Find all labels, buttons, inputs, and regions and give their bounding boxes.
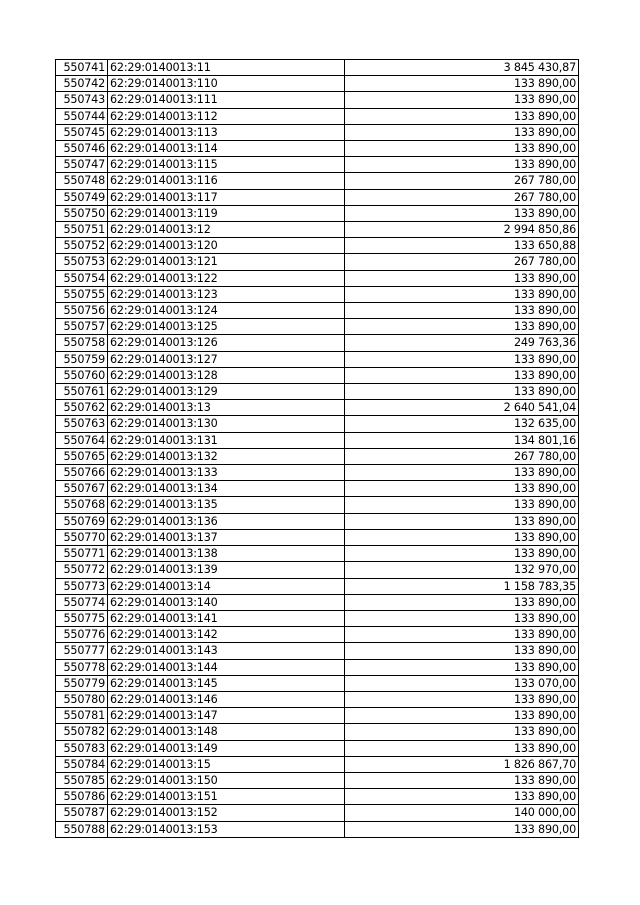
- cadastral-value-cell: 133 890,00: [345, 546, 579, 562]
- row-number-cell: 550784: [56, 756, 108, 772]
- cadastral-value-cell: 133 890,00: [345, 351, 579, 367]
- row-number-cell: 550787: [56, 805, 108, 821]
- row-number-cell: 550749: [56, 189, 108, 205]
- row-number-cell: 550777: [56, 643, 108, 659]
- cadastral-number-cell: 62:29:0140013:149: [108, 740, 345, 756]
- cadastral-value-cell: 133 890,00: [345, 124, 579, 140]
- cadastral-number-cell: 62:29:0140013:131: [108, 432, 345, 448]
- cadastral-value-cell: 133 890,00: [345, 319, 579, 335]
- cadastral-number-cell: 62:29:0140013:133: [108, 465, 345, 481]
- table-row: [56, 529, 579, 545]
- row-number-cell: 550750: [56, 205, 108, 221]
- row-number-cell: 550773: [56, 578, 108, 594]
- cadastral-number-cell: 62:29:0140013:15: [108, 756, 345, 772]
- cadastral-number-cell: 62:29:0140013:150: [108, 772, 345, 788]
- cadastral-number-cell: 62:29:0140013:122: [108, 270, 345, 286]
- row-number-cell: 550742: [56, 76, 108, 92]
- row-number-cell: 550747: [56, 157, 108, 173]
- table-row: [56, 157, 579, 173]
- cadastral-value-cell: 133 650,88: [345, 238, 579, 254]
- cadastral-number-cell: 62:29:0140013:129: [108, 384, 345, 400]
- cadastral-value-cell: 133 890,00: [345, 270, 579, 286]
- row-number-cell: 550746: [56, 141, 108, 157]
- table-row: [56, 238, 579, 254]
- table-row: [56, 286, 579, 302]
- cadastral-value-cell: 3 845 430,87: [345, 60, 579, 76]
- table-row: [56, 76, 579, 92]
- table-row: [56, 367, 579, 383]
- table-row: [56, 708, 579, 724]
- row-number-cell: 550776: [56, 627, 108, 643]
- cadastral-number-cell: 62:29:0140013:139: [108, 562, 345, 578]
- table-row: [56, 643, 579, 659]
- row-number-cell: 550744: [56, 108, 108, 124]
- table-row: [56, 821, 579, 837]
- cadastral-value-cell: 133 890,00: [345, 659, 579, 675]
- cadastral-value-cell: 133 890,00: [345, 708, 579, 724]
- cadastral-value-cell: 133 890,00: [345, 627, 579, 643]
- cadastral-value-cell: 133 890,00: [345, 108, 579, 124]
- table-row: [56, 724, 579, 740]
- cadastral-number-cell: 62:29:0140013:111: [108, 92, 345, 108]
- table-row: [56, 222, 579, 238]
- cadastral-number-cell: 62:29:0140013:126: [108, 335, 345, 351]
- cadastral-number-cell: 62:29:0140013:143: [108, 643, 345, 659]
- cadastral-value-cell: 133 890,00: [345, 205, 579, 221]
- row-number-cell: 550741: [56, 60, 108, 76]
- document-page: [55, 59, 578, 838]
- cadastral-number-cell: 62:29:0140013:138: [108, 546, 345, 562]
- cadastral-number-cell: 62:29:0140013:144: [108, 659, 345, 675]
- cadastral-value-cell: 249 763,36: [345, 335, 579, 351]
- row-number-cell: 550771: [56, 546, 108, 562]
- table-row: [56, 546, 579, 562]
- cadastral-number-cell: 62:29:0140013:124: [108, 303, 345, 319]
- cadastral-value-cell: 133 890,00: [345, 286, 579, 302]
- row-number-cell: 550778: [56, 659, 108, 675]
- cadastral-value-cell: 133 890,00: [345, 497, 579, 513]
- row-number-cell: 550767: [56, 481, 108, 497]
- table-row: [56, 205, 579, 221]
- cadastral-number-cell: 62:29:0140013:11: [108, 60, 345, 76]
- row-number-cell: 550748: [56, 173, 108, 189]
- cadastral-value-cell: 133 070,00: [345, 675, 579, 691]
- row-number-cell: 550754: [56, 270, 108, 286]
- cadastral-number-cell: 62:29:0140013:113: [108, 124, 345, 140]
- cadastral-value-cell: 132 970,00: [345, 562, 579, 578]
- table-row: [56, 189, 579, 205]
- cadastral-value-cell: 140 000,00: [345, 805, 579, 821]
- table-row: [56, 659, 579, 675]
- cadastral-value-cell: 1 158 783,35: [345, 578, 579, 594]
- row-number-cell: 550759: [56, 351, 108, 367]
- cadastral-value-cell: 133 890,00: [345, 643, 579, 659]
- table-row: [56, 594, 579, 610]
- table-row: [56, 124, 579, 140]
- cadastral-value-cell: 133 890,00: [345, 76, 579, 92]
- row-number-cell: 550781: [56, 708, 108, 724]
- row-number-cell: 550772: [56, 562, 108, 578]
- row-number-cell: 550769: [56, 513, 108, 529]
- row-number-cell: 550768: [56, 497, 108, 513]
- cadastral-value-cell: 133 890,00: [345, 157, 579, 173]
- row-number-cell: 550783: [56, 740, 108, 756]
- cadastral-value-cell: 133 890,00: [345, 724, 579, 740]
- cadastral-number-cell: 62:29:0140013:152: [108, 805, 345, 821]
- row-number-cell: 550761: [56, 384, 108, 400]
- cadastral-value-cell: 133 890,00: [345, 789, 579, 805]
- row-number-cell: 550775: [56, 610, 108, 626]
- cadastral-number-cell: 62:29:0140013:110: [108, 76, 345, 92]
- cadastral-number-cell: 62:29:0140013:130: [108, 416, 345, 432]
- table-row: [56, 254, 579, 270]
- row-number-cell: 550774: [56, 594, 108, 610]
- table-row: [56, 400, 579, 416]
- table-row: [56, 562, 579, 578]
- row-number-cell: 550788: [56, 821, 108, 837]
- table-row: [56, 465, 579, 481]
- cadastral-value-cell: 133 890,00: [345, 384, 579, 400]
- cadastral-number-cell: 62:29:0140013:13: [108, 400, 345, 416]
- cadastral-number-cell: 62:29:0140013:134: [108, 481, 345, 497]
- cadastral-value-cell: 133 890,00: [345, 513, 579, 529]
- cadastral-number-cell: 62:29:0140013:142: [108, 627, 345, 643]
- table-row: [56, 270, 579, 286]
- cadastral-number-cell: 62:29:0140013:140: [108, 594, 345, 610]
- cadastral-value-cell: 1 826 867,70: [345, 756, 579, 772]
- row-number-cell: 550752: [56, 238, 108, 254]
- cadastral-value-table: [55, 59, 579, 838]
- table-row: [56, 627, 579, 643]
- cadastral-number-cell: 62:29:0140013:116: [108, 173, 345, 189]
- cadastral-value-cell: 267 780,00: [345, 254, 579, 270]
- table-row: [56, 416, 579, 432]
- row-number-cell: 550756: [56, 303, 108, 319]
- cadastral-number-cell: 62:29:0140013:135: [108, 497, 345, 513]
- row-number-cell: 550779: [56, 675, 108, 691]
- row-number-cell: 550764: [56, 432, 108, 448]
- row-number-cell: 550770: [56, 529, 108, 545]
- cadastral-number-cell: 62:29:0140013:146: [108, 691, 345, 707]
- cadastral-number-cell: 62:29:0140013:151: [108, 789, 345, 805]
- cadastral-number-cell: 62:29:0140013:127: [108, 351, 345, 367]
- cadastral-value-cell: 132 635,00: [345, 416, 579, 432]
- cadastral-number-cell: 62:29:0140013:12: [108, 222, 345, 238]
- table-row: [56, 756, 579, 772]
- table-row: [56, 691, 579, 707]
- table-row: [56, 481, 579, 497]
- cadastral-number-cell: 62:29:0140013:120: [108, 238, 345, 254]
- table-row: [56, 772, 579, 788]
- table-row: [56, 60, 579, 76]
- row-number-cell: 550755: [56, 286, 108, 302]
- cadastral-value-cell: 134 801,16: [345, 432, 579, 448]
- cadastral-value-cell: 133 890,00: [345, 367, 579, 383]
- table-row: [56, 448, 579, 464]
- table-row: [56, 432, 579, 448]
- table-body: [56, 60, 579, 838]
- table-row: [56, 303, 579, 319]
- table-row: [56, 675, 579, 691]
- row-number-cell: 550763: [56, 416, 108, 432]
- table-row: [56, 805, 579, 821]
- cadastral-number-cell: 62:29:0140013:117: [108, 189, 345, 205]
- cadastral-value-cell: 267 780,00: [345, 173, 579, 189]
- cadastral-value-cell: 133 890,00: [345, 594, 579, 610]
- row-number-cell: 550758: [56, 335, 108, 351]
- cadastral-value-cell: 133 890,00: [345, 691, 579, 707]
- table-row: [56, 740, 579, 756]
- cadastral-value-cell: 2 994 850,86: [345, 222, 579, 238]
- cadastral-number-cell: 62:29:0140013:128: [108, 367, 345, 383]
- cadastral-number-cell: 62:29:0140013:14: [108, 578, 345, 594]
- row-number-cell: 550780: [56, 691, 108, 707]
- cadastral-number-cell: 62:29:0140013:125: [108, 319, 345, 335]
- row-number-cell: 550743: [56, 92, 108, 108]
- cadastral-number-cell: 62:29:0140013:114: [108, 141, 345, 157]
- cadastral-number-cell: 62:29:0140013:148: [108, 724, 345, 740]
- cadastral-number-cell: 62:29:0140013:115: [108, 157, 345, 173]
- row-number-cell: 550766: [56, 465, 108, 481]
- table-row: [56, 513, 579, 529]
- cadastral-value-cell: 133 890,00: [345, 610, 579, 626]
- cadastral-number-cell: 62:29:0140013:147: [108, 708, 345, 724]
- table-row: [56, 789, 579, 805]
- table-row: [56, 351, 579, 367]
- table-row: [56, 578, 579, 594]
- row-number-cell: 550745: [56, 124, 108, 140]
- cadastral-value-cell: 267 780,00: [345, 189, 579, 205]
- table-row: [56, 173, 579, 189]
- row-number-cell: 550760: [56, 367, 108, 383]
- cadastral-number-cell: 62:29:0140013:141: [108, 610, 345, 626]
- cadastral-number-cell: 62:29:0140013:137: [108, 529, 345, 545]
- cadastral-value-cell: 133 890,00: [345, 481, 579, 497]
- row-number-cell: 550785: [56, 772, 108, 788]
- cadastral-value-cell: 267 780,00: [345, 448, 579, 464]
- table-row: [56, 335, 579, 351]
- cadastral-number-cell: 62:29:0140013:123: [108, 286, 345, 302]
- cadastral-value-cell: 133 890,00: [345, 92, 579, 108]
- row-number-cell: 550753: [56, 254, 108, 270]
- cadastral-value-cell: 133 890,00: [345, 141, 579, 157]
- cadastral-number-cell: 62:29:0140013:112: [108, 108, 345, 124]
- table-row: [56, 141, 579, 157]
- cadastral-value-cell: 133 890,00: [345, 303, 579, 319]
- table-row: [56, 610, 579, 626]
- cadastral-value-cell: 133 890,00: [345, 821, 579, 837]
- cadastral-value-cell: 133 890,00: [345, 529, 579, 545]
- cadastral-number-cell: 62:29:0140013:136: [108, 513, 345, 529]
- cadastral-number-cell: 62:29:0140013:121: [108, 254, 345, 270]
- row-number-cell: 550757: [56, 319, 108, 335]
- cadastral-number-cell: 62:29:0140013:145: [108, 675, 345, 691]
- row-number-cell: 550751: [56, 222, 108, 238]
- cadastral-value-cell: 133 890,00: [345, 740, 579, 756]
- cadastral-number-cell: 62:29:0140013:132: [108, 448, 345, 464]
- row-number-cell: 550782: [56, 724, 108, 740]
- cadastral-number-cell: 62:29:0140013:153: [108, 821, 345, 837]
- table-row: [56, 497, 579, 513]
- cadastral-value-cell: 133 890,00: [345, 465, 579, 481]
- table-row: [56, 108, 579, 124]
- row-number-cell: 550765: [56, 448, 108, 464]
- row-number-cell: 550762: [56, 400, 108, 416]
- table-row: [56, 384, 579, 400]
- table-row: [56, 92, 579, 108]
- cadastral-value-cell: 2 640 541,04: [345, 400, 579, 416]
- cadastral-number-cell: 62:29:0140013:119: [108, 205, 345, 221]
- table-row: [56, 319, 579, 335]
- cadastral-value-cell: 133 890,00: [345, 772, 579, 788]
- row-number-cell: 550786: [56, 789, 108, 805]
